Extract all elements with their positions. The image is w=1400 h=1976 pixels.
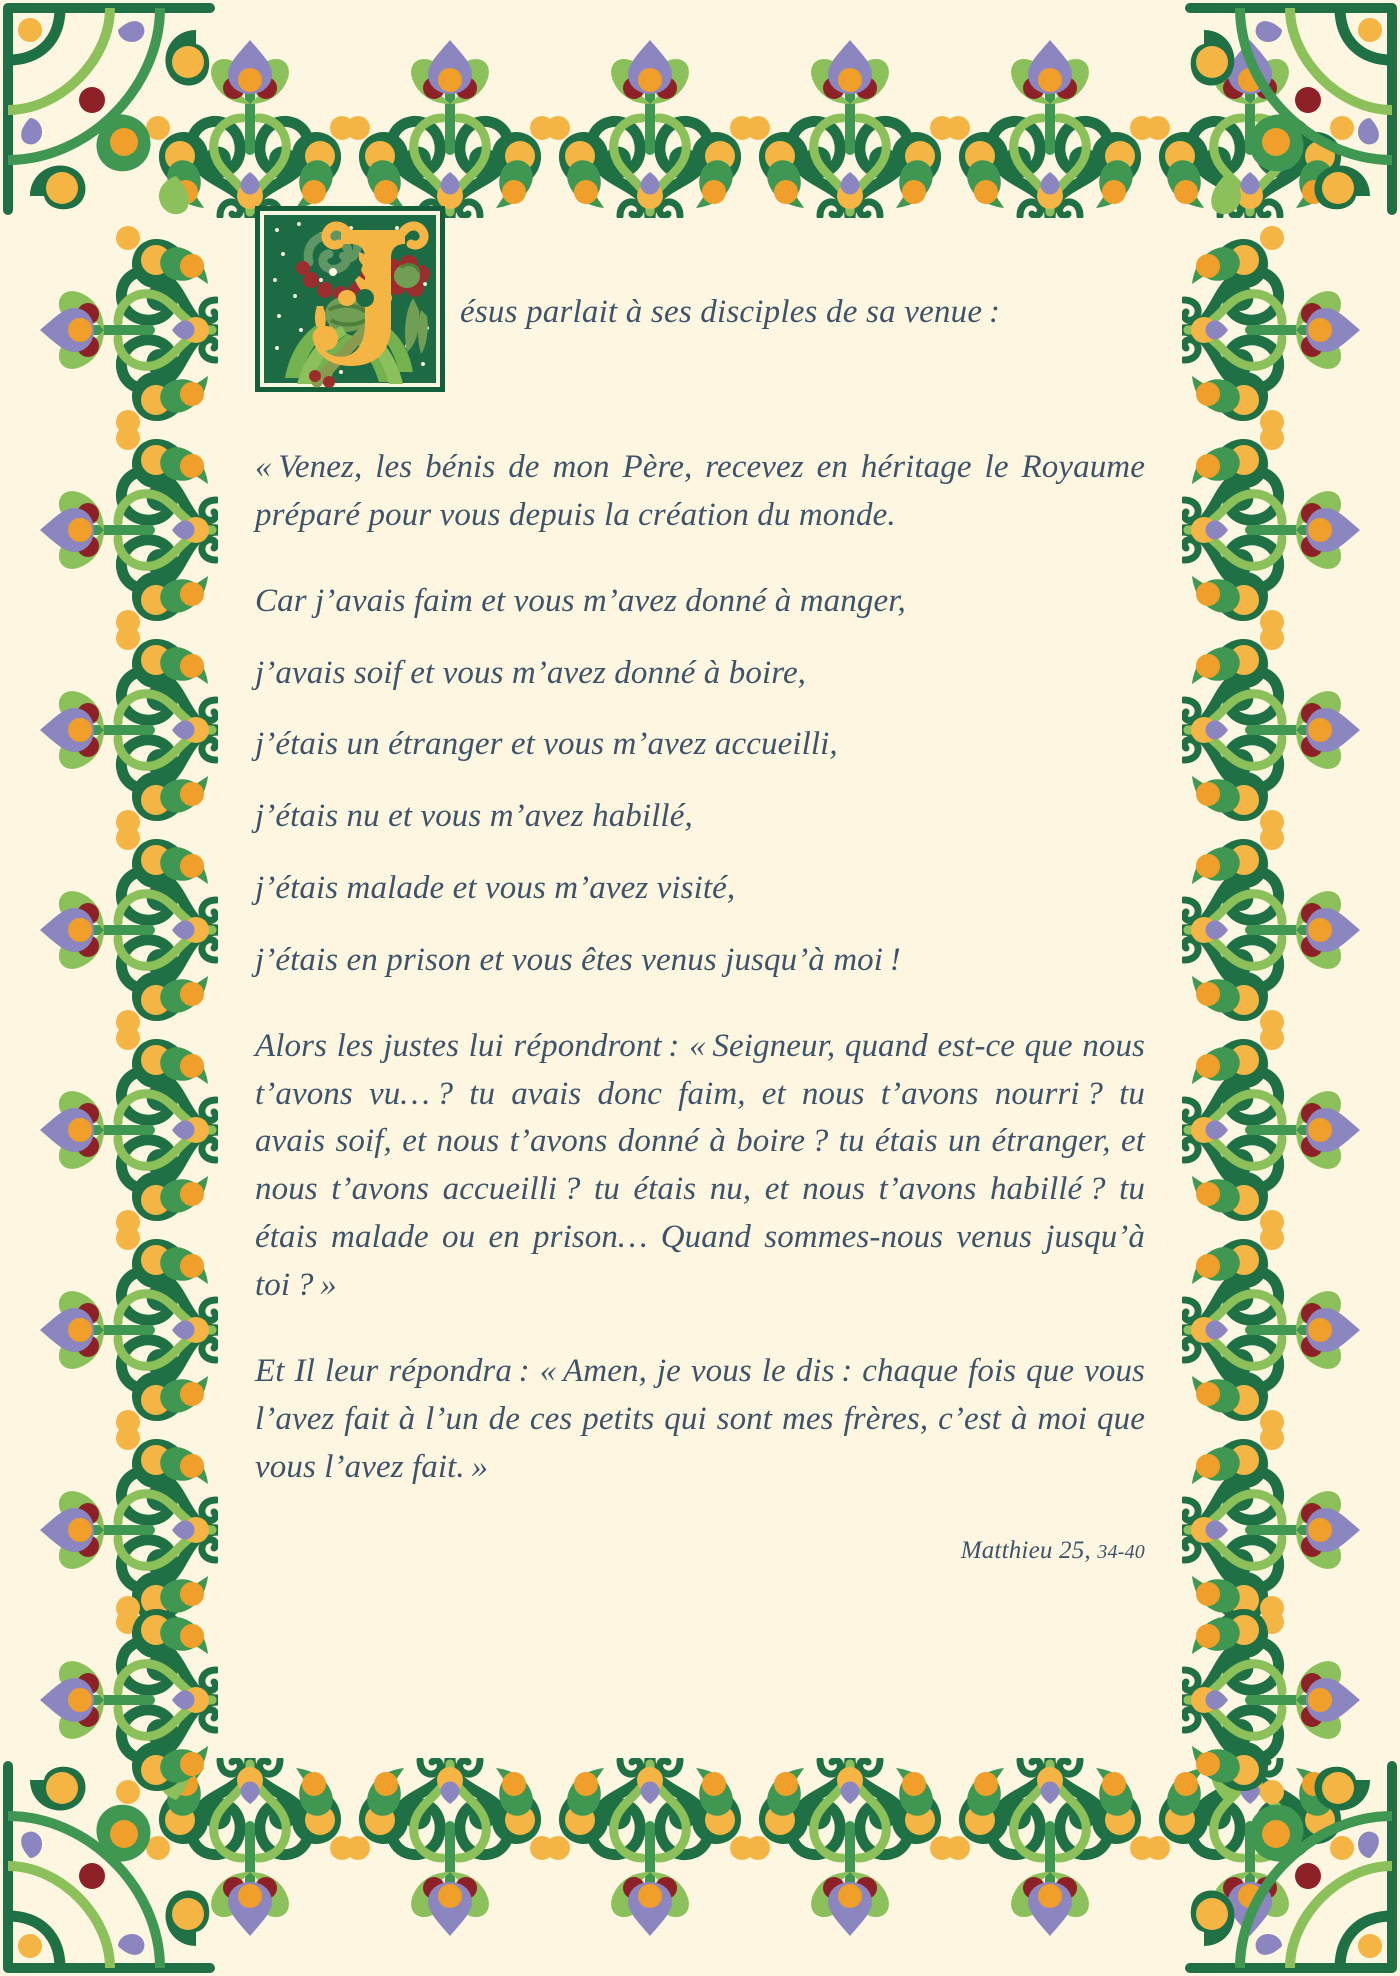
list-item: j’étais malade et vous m’avez visité,: [255, 870, 736, 907]
scripture-attribution: [255, 1537, 1145, 1565]
illuminated-initial-J: [255, 206, 445, 392]
incipit-line: ésus parlait à ses disciples de sa venue :: [460, 294, 1001, 330]
paragraph-righteous-reply: Alors les justes lui répondront : « Seigneur, quand est-ce que nous t’avons vu… ? tu avais donc faim, et nous t’avons nourri ? tu avais soif, et nous t’avons donné à boire ? tu étais un étranger, et nous t’avons accueilli ? tu étais nu, et nous t’avons habillé ? tu étais malade ou en prison… Quand sommes-nous venus jusqu’à toi ? »: [255, 1027, 1145, 1303]
attribution-book: Matthieu 25,: [960, 1537, 1091, 1565]
works-of-mercy-list: [255, 578, 1145, 985]
paragraph-invitation: « Venez, les bénis de mon Père, recevez en héritage le Royaume préparé pour vous depuis la création du monde.: [255, 449, 1145, 533]
border-band-left: [0, 0, 218, 1976]
scripture-text-column: [255, 196, 1145, 1565]
border-band-bottom: [0, 1758, 1400, 1976]
paragraph-final-answer: Et Il leur répondra : « Amen, je vous le dis : chaque fois que vous l’avez fait à l’un de ces petits qui sont mes frères, c’est à moi que vous l’avez fait. »: [255, 1352, 1145, 1485]
border-band-right: [1182, 0, 1400, 1976]
incipit-row: [255, 196, 1145, 392]
border-band-top: [0, 0, 1400, 218]
scripture-body: [255, 444, 1145, 1565]
attribution-verses: 34-40: [1097, 1541, 1145, 1564]
list-item: j’étais nu et vous m’avez habillé,: [255, 798, 693, 835]
list-item: j’étais en prison et vous êtes venus jusqu’à moi !: [255, 941, 901, 978]
list-item: j’avais soif et vous m’avez donné à boire,: [255, 654, 807, 691]
list-item: Car j’avais faim et vous m’avez donné à manger,: [255, 582, 906, 619]
list-item: j’étais un étranger et vous m’avez accueilli,: [255, 726, 838, 763]
